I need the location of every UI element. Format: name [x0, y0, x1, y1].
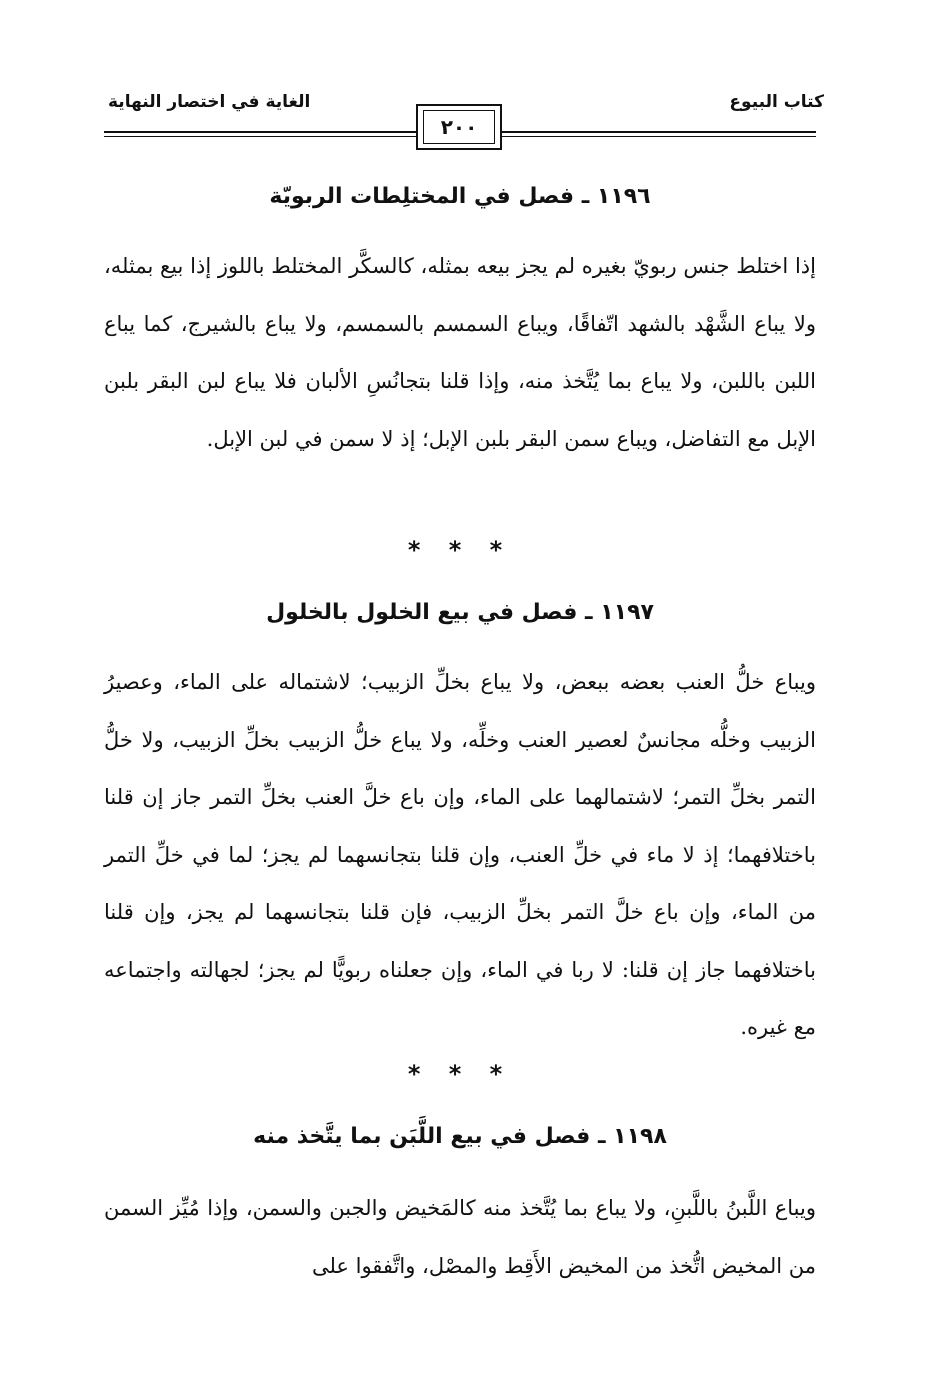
section-separator: * * *: [407, 1060, 513, 1088]
section-title-1197: ١١٩٧ ـ فصل في بيع الخلول بالخلول: [266, 600, 654, 625]
section-title-1196: ١١٩٦ ـ فصل في المختلِطات الربويّة: [269, 184, 651, 209]
section-text-1196: إذا اختلط جنس ربويّ بغيره لم يجز بيعه بمثله، كالسكَّر المختلط باللوز إذا بيع بمثله، ولا يباع الشَّهْد بالشهد اتّفاقًا، ويباع السمسم بالسمسم، ولا يباع بالشيرج، كما يباع اللبن باللبن، ولا يباع بما يُتَّخذ منه، وإذا قلنا بتجانُسِ الألبان فلا يباع لبن البقر بلبن الإبل مع التفاضل، ويباع سمن البقر بلبن الإبل؛ إذ لا سمن في لبن الإبل.: [104, 254, 816, 451]
section-text-1197: ويباع خلُّ العنب بعضه ببعض، ولا يباع بخلِّ الزبيب؛ لاشتماله على الماء، وعصيرُ الزبيب وخلُّه مجانسٌ لعصير العنب وخلِّه، ولا يباع خلُّ الزبيب بخلِّ الزبيب، ولا خلُّ التمر بخلِّ التمر؛ لاشتمالهما على الماء، وإن باع خلَّ العنب بخلِّ التمر جاز إن قلنا باختلافهما؛ إذ لا ماء في خلِّ العنب، وإن قلنا بتجانسهما لم يجز؛ لما في خلِّ التمر من الماء، وإن باع خلَّ التمر بخلِّ الزبيب، فإن قلنا بتجانسهما لم يجز، وإن قلنا باختلافهما جاز إن قلنا: لا ربا في الماء، وإن جعلناه ربويًّا لم يجز؛ لجهالته واجتماعه مع غيره.: [104, 670, 816, 1039]
running-header-chapter: كتاب البيوع: [729, 92, 824, 112]
section-title-1198: ١١٩٨ ـ فصل في بيع اللَّبَن بما يتَّخذ منه: [253, 1124, 667, 1149]
section-text-1198: ويباع اللَّبنُ باللَّبنِ، ولا يباع بما يُتَّخذ منه كالمَخيض والجبن والسمن، وإذا مُيِّز السمن من المخيض اتُّخذ من المخيض الأَقِط والمصْل، واتَّفقوا على: [104, 1196, 816, 1278]
running-header-book-title: الغاية في اختصار النهاية: [108, 92, 311, 112]
section-separator: * * *: [407, 536, 513, 564]
page-number-frame: [416, 104, 502, 150]
page-number: ٢٠٠: [440, 115, 478, 139]
